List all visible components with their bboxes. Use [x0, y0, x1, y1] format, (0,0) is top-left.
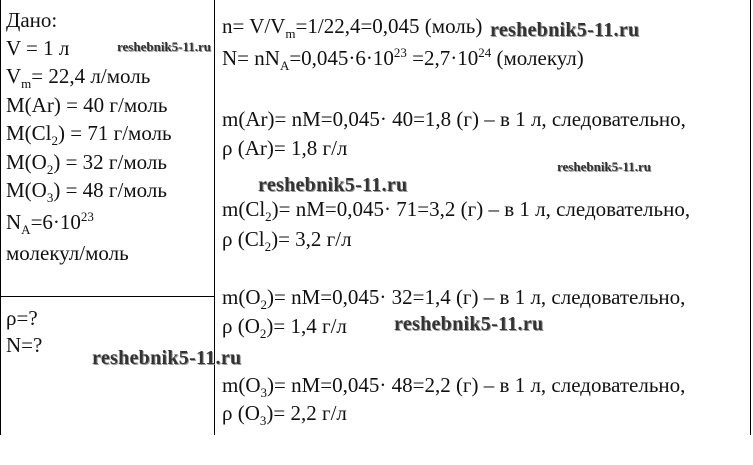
given-heading: Дано:	[6, 8, 58, 32]
solution-o3-density: ρ $(O_3)= 2,2$ г/л	[222, 401, 347, 429]
given-avogadro: $N_A=6\cdot 10^{23}$	[6, 209, 94, 238]
solution-o2-mass: $m(O_2)= nM=0,045\cdot 32=1,4$ (г) – в 1 л, следовательно,	[222, 285, 686, 313]
watermark-top: reshebnik5-11.ru	[490, 19, 640, 41]
solution-o3-mass: $m(O_3)= nM=0,045\cdot 48=2,2$ (г) – в 1 л, следовательно,	[222, 373, 686, 401]
solution-ar-mass: m(Ar)= nM=0,045· 40=1,8 (г) – в 1 л, следовательно,	[222, 107, 686, 131]
find-density: ρ=?	[6, 306, 38, 330]
table-left-border	[0, 0, 1, 435]
given-molar-volume: $V_m= 22,4$ л/моль	[6, 64, 151, 92]
given-avogadro-unit: молекул/моль	[6, 241, 129, 265]
solution-cl2-density: ρ $(Cl_2)= 3,2$ г/л	[222, 227, 352, 255]
given-volume: V = 1 л	[6, 36, 70, 60]
solution-cl2-mass: $m(Cl_2)= nM=0,045\cdot 71=3,2$ (г) – в 1 л, следовательно,	[222, 197, 691, 225]
watermark-given: reshebnik5-11.ru	[117, 39, 212, 54]
solution-molecules: $N= nN_A=0,045\cdot 6\cdot 10^{23} =2,7\cdot 10^{24}$ (молекул)	[222, 45, 584, 74]
solution-ar-density: ρ (Ar)= 1,8 г/л	[222, 136, 348, 160]
given-molar-mass-cl2: $M(Cl_2) = 71$ г/моль	[6, 121, 172, 149]
solution-o2-density: ρ $(O_2)= 1,4$ г/л	[222, 314, 347, 342]
given-find-divider	[0, 296, 214, 297]
table-right-border	[750, 0, 751, 435]
given-molar-mass-o2: $M(O_2) = 32$ г/моль	[6, 150, 167, 178]
given-molar-mass-o3: $M(O_3) = 48$ г/моль	[6, 178, 167, 206]
watermark-right: reshebnik5-11.ru	[557, 159, 652, 174]
watermark-middle: reshebnik5-11.ru	[258, 174, 408, 196]
watermark-lower: reshebnik5-11.ru	[394, 313, 544, 335]
find-number: N=?	[6, 333, 43, 357]
given-molar-mass-ar: M(Ar) = 40 г/моль	[6, 93, 168, 117]
watermark-bottom: reshebnik5-11.ru	[92, 347, 242, 369]
solution-moles: $n= V/V_m=1/22,4=0,045$ (моль)	[222, 14, 483, 42]
